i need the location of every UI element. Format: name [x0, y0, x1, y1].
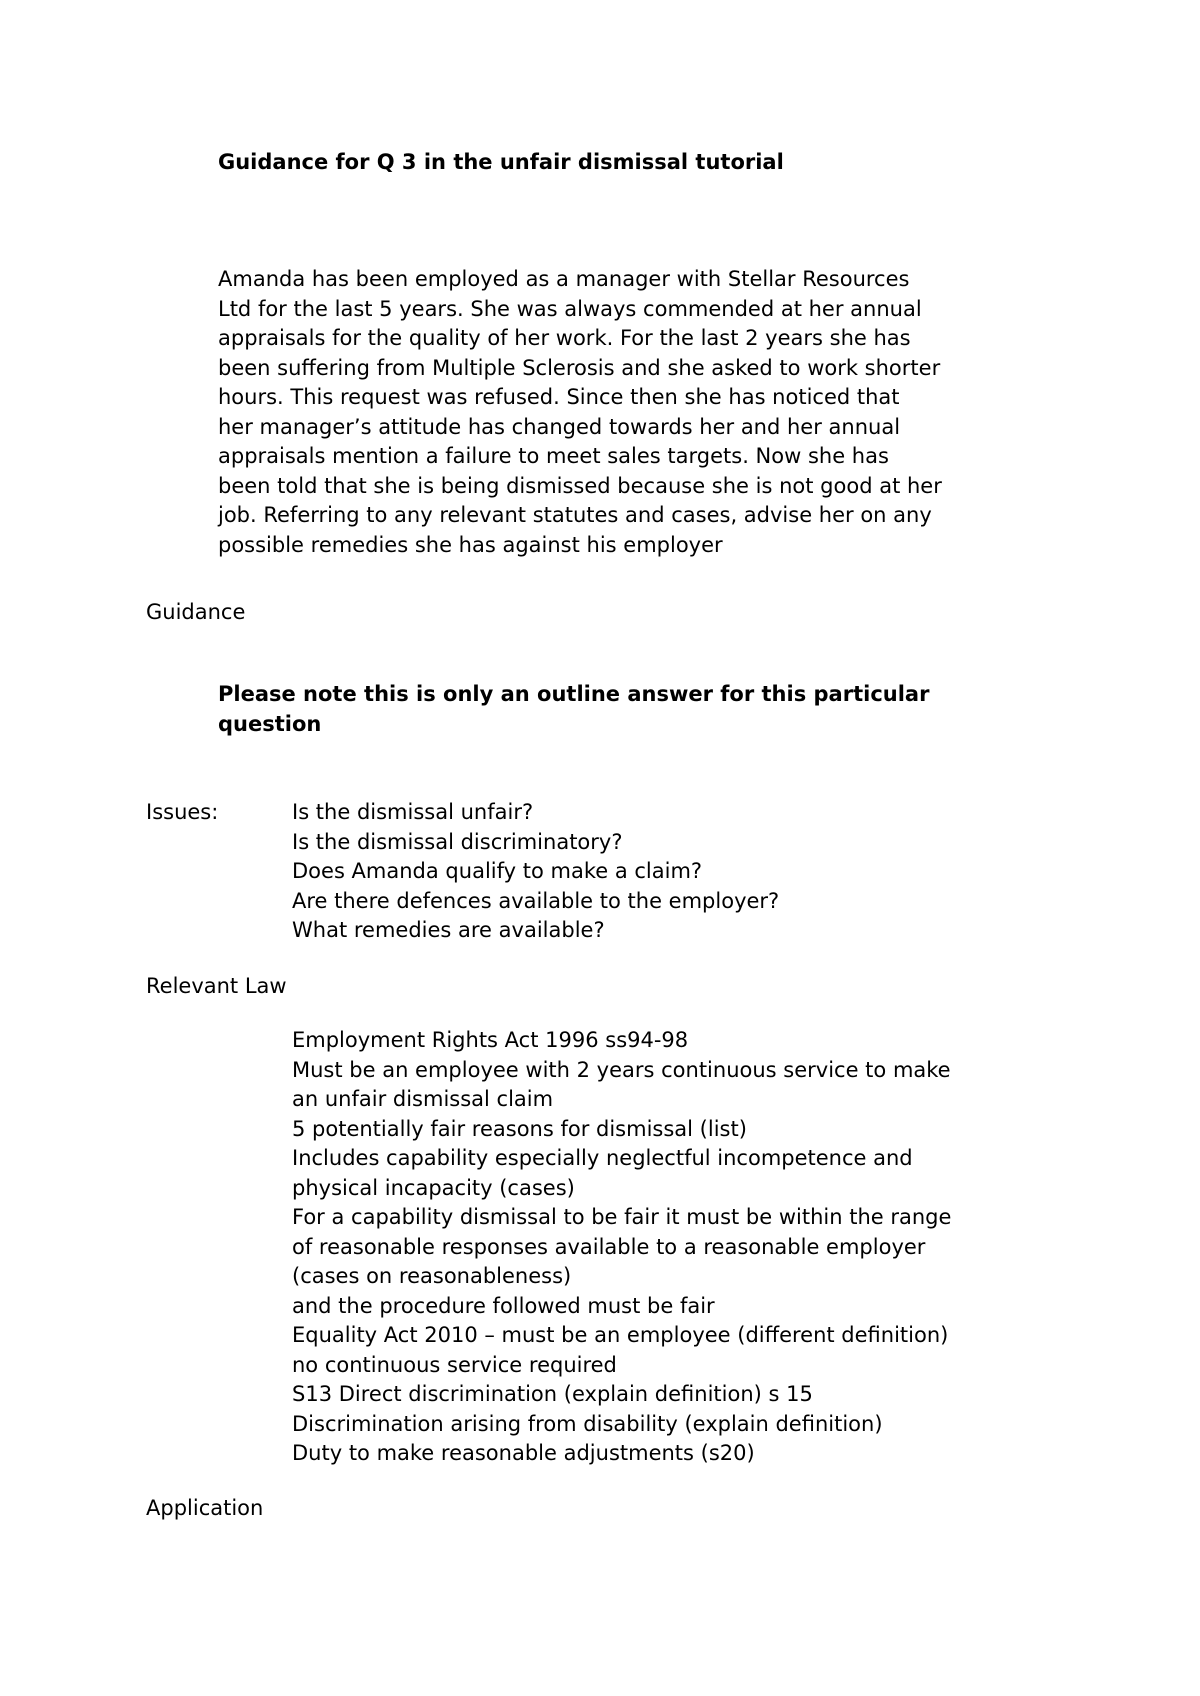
- guidance-heading: Guidance: [146, 600, 246, 624]
- issue-item: Does Amanda qualify to make a claim?: [292, 859, 703, 883]
- application-heading: Application: [146, 1496, 264, 1520]
- issues-label: Issues:: [146, 800, 219, 824]
- issue-item: Are there defences available to the employer?: [292, 888, 780, 913]
- law-line: an unfair dismissal claim: [292, 1087, 554, 1111]
- law-line: physical incapacity (cases): [292, 1175, 575, 1200]
- law-line: S13 Direct discrimination (explain definition) s 15: [292, 1382, 813, 1406]
- issue-item: What remedies are available?: [292, 918, 605, 942]
- law-line: Duty to make reasonable adjustments (s20): [292, 1441, 755, 1465]
- law-line: Includes capability especially neglectful incompetence and: [292, 1146, 913, 1170]
- law-line: Employment Rights Act 1996 ss94-98: [292, 1028, 689, 1052]
- outline-note: Please note this is only an outline answer for this particular question: [218, 682, 930, 736]
- relevant-law-heading: Relevant Law: [146, 974, 287, 998]
- law-line: and the procedure followed must be fair: [292, 1293, 715, 1318]
- law-line: no continuous service required: [292, 1352, 617, 1377]
- issues-list: [292, 798, 1092, 946]
- relevant-law-list: [292, 1026, 1092, 1469]
- document-title: Guidance for Q 3 in the unfair dismissal tutorial: [218, 150, 784, 174]
- law-line: (cases on reasonableness): [292, 1264, 572, 1288]
- question-paragraph: Amanda has been employed as a manager with Stellar Resources Ltd for the last 5 years. She was always commended at her annual appraisals for the quality of her work. For the last 2 years she has been suffering from Multiple Sclerosis and she asked to work shorter hours. This request was refused. Since then she has noticed that her manager’s attitude has changed towards her and her annual appraisals mention a failure to meet sales targets. Now she has been told that she is being dismissed because she is not good at her job. Referring to any relevant statutes and cases, advise her on any possible remedies she has against his employer: [218, 267, 942, 557]
- issue-item: Is the dismissal discriminatory?: [292, 829, 623, 854]
- law-line: Must be an employee with 2 years continuous service to make: [292, 1057, 951, 1082]
- law-line: Discrimination arising from disability (explain definition): [292, 1411, 883, 1436]
- law-line: For a capability dismissal to be fair it must be within the range: [292, 1205, 952, 1229]
- law-line: 5 potentially fair reasons for dismissal (list): [292, 1116, 747, 1141]
- law-line: Equality Act 2010 – must be an employee (different definition): [292, 1323, 949, 1347]
- issue-item: Is the dismissal unfair?: [292, 800, 534, 824]
- law-line: of reasonable responses available to a reasonable employer: [292, 1234, 926, 1259]
